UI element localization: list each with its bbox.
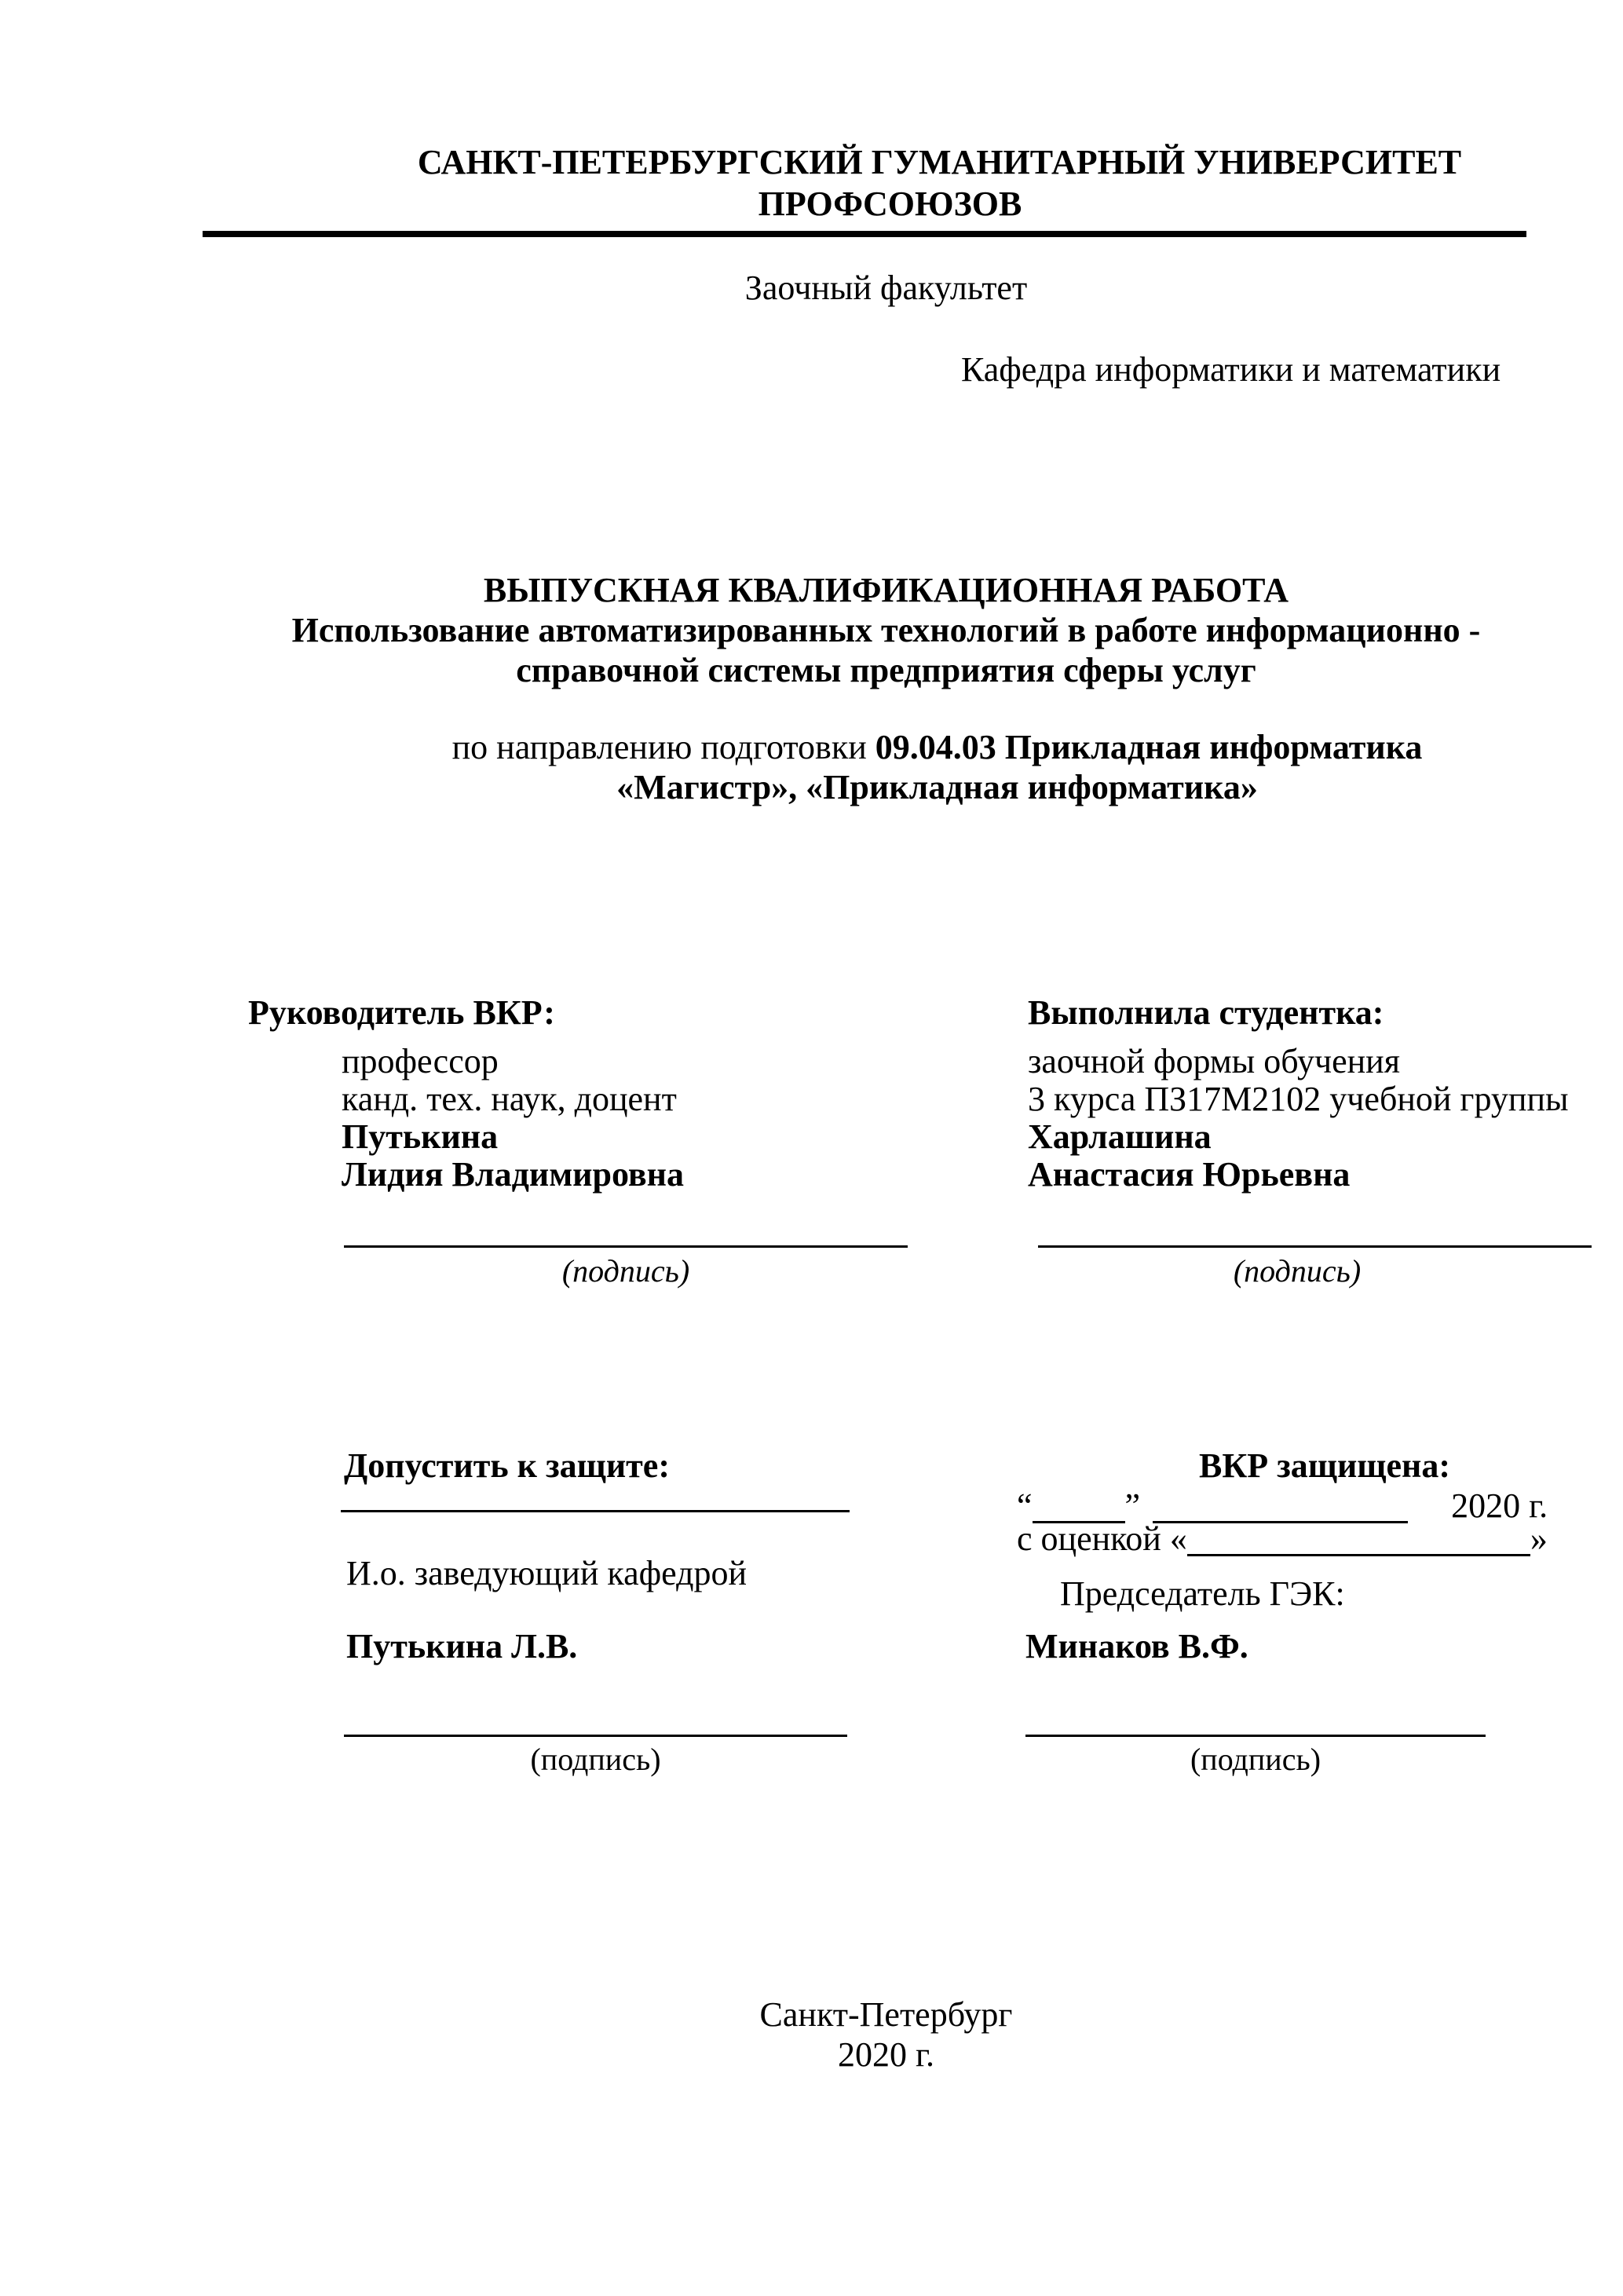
thesis-title-block (225, 570, 1547, 690)
student-name-patronymic: Анастасия Юрьевна (1028, 1155, 1351, 1194)
direction-line (276, 727, 1598, 767)
work-type-title: ВЫПУСКНАЯ КВАЛИФИКАЦИОННАЯ РАБОТА (483, 571, 1289, 609)
date-year: 2020 г. (1451, 1486, 1548, 1525)
supervisor-surname: Путькина (342, 1117, 499, 1156)
degree-line: «Магистр», «Прикладная информатика» (616, 768, 1258, 806)
student-signature-line (1038, 1245, 1592, 1248)
department-name: Кафедра информатики и математики (961, 350, 1501, 389)
chairman-name: Минаков В.Ф. (1025, 1627, 1248, 1665)
student-group: 3 курса ПЗ17М2102 учебной группы (1028, 1080, 1569, 1118)
university-name-line1: САНКТ-ПЕТЕРБУРГСКИЙ ГУМАНИТАРНЫЙ УНИВЕРСИТЕТ (417, 143, 1462, 181)
direction-code: 09.04.03 Прикладная информатика (875, 728, 1423, 766)
student-heading: Выполнила студентка: (1028, 993, 1384, 1032)
direction-prefix: по направлению подготовки (451, 728, 867, 766)
supervisor-details (342, 1043, 684, 1194)
student-study-form: заочной формы обучения (1028, 1042, 1400, 1080)
footer-block (225, 1994, 1547, 2075)
header-rule (203, 231, 1526, 237)
grade-blank (1187, 1546, 1530, 1556)
supervisor-degree: канд. тех. наук, доцент (342, 1080, 677, 1118)
admission-heading: Допустить к защите: (344, 1446, 670, 1485)
defense-heading: ВКР защищена: (1199, 1446, 1450, 1485)
admission-blank-line (341, 1510, 850, 1512)
date-close-quote: ” (1124, 1486, 1141, 1525)
chairman-label: Председатель ГЭК: (1060, 1574, 1345, 1613)
date-open-quote: “ (1017, 1486, 1033, 1525)
head-name: Путькина Л.В. (346, 1627, 578, 1665)
student-surname: Харлашина (1028, 1117, 1212, 1156)
supervisor-signature-caption: (подпись) (561, 1253, 690, 1289)
grade-suffix: » (1530, 1519, 1548, 1558)
supervisor-signature-line (344, 1245, 908, 1248)
thesis-title-line1: Использование автоматизированных технологий в работе информационно - (291, 611, 1481, 649)
chairman-signature-caption: (подпись) (1190, 1742, 1321, 1777)
head-signature-caption: (подпись) (530, 1742, 661, 1777)
direction-block (276, 727, 1598, 807)
acting-head-label: И.о. заведующий кафедрой (346, 1554, 748, 1592)
university-name-line2: ПРОФСОЮЗОВ (758, 185, 1022, 223)
footer-year: 2020 г. (837, 2035, 935, 2074)
supervisor-position: профессор (342, 1042, 499, 1080)
university-header (225, 141, 1547, 225)
supervisor-heading: Руководитель ВКР: (248, 993, 555, 1032)
student-signature-caption: (подпись) (1233, 1253, 1362, 1289)
thesis-title-line2: справочной системы предприятия сферы услуг (516, 651, 1256, 689)
head-signature-line (344, 1735, 847, 1737)
faculty-name: Заочный факультет (744, 269, 1028, 307)
chairman-signature-line (1025, 1735, 1486, 1737)
student-details (1028, 1043, 1569, 1194)
grade-prefix: с оценкой « (1017, 1519, 1187, 1558)
supervisor-name-patronymic: Лидия Владимировна (342, 1155, 685, 1194)
defense-grade-line (1017, 1520, 1548, 1558)
footer-city: Санкт-Петербург (759, 1995, 1013, 2034)
